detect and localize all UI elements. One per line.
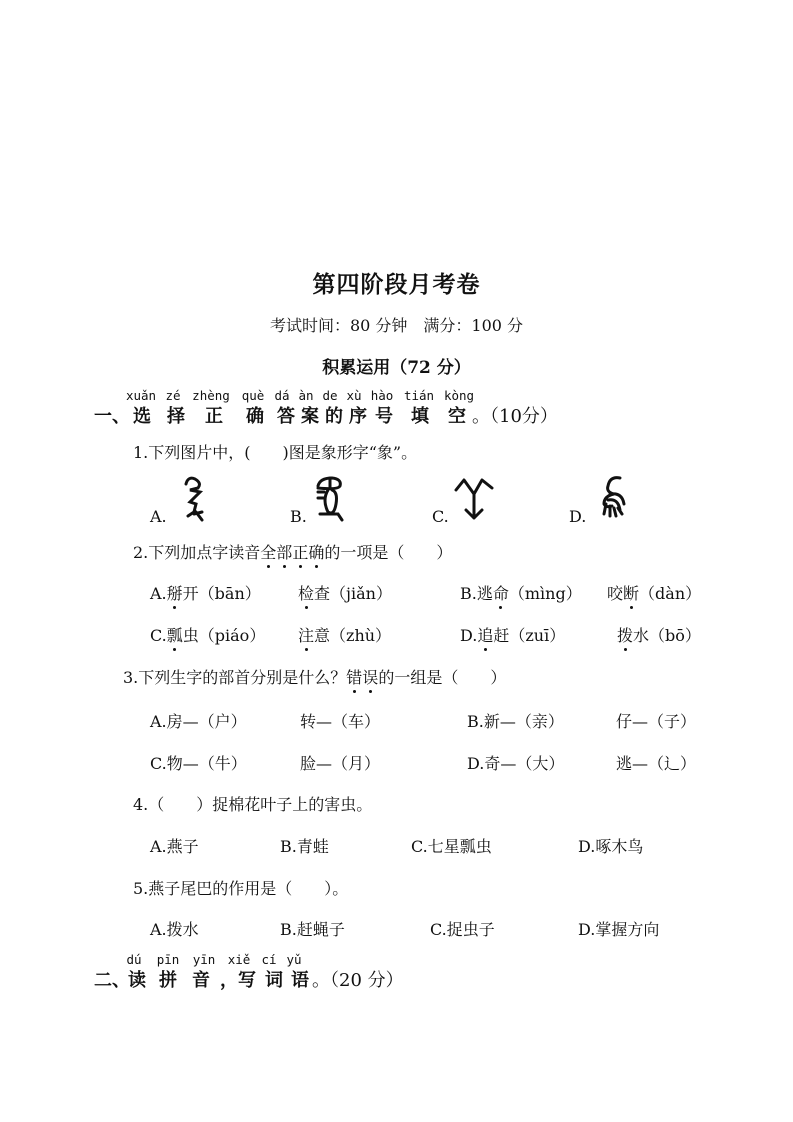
oracle-glyph-a-icon: [180, 474, 210, 522]
q1-option-d-label: D.: [569, 507, 587, 526]
q5-option-b: B.赶蝇子: [280, 920, 345, 939]
question-2: 2.下列加点字读音全部正确的一项是（ ）: [133, 540, 452, 563]
q4-option-b: B.青蛙: [280, 837, 329, 856]
section2-heading: 二、读 拼 音 ，写 词 语 。（20 分）: [94, 970, 404, 991]
q2-option-c2: 注意（zhù）: [298, 623, 391, 646]
q5-option-d: D.掌握方向: [578, 920, 660, 939]
section2-pinyin: dú pīn yīn xiě cí yǔ: [126, 952, 302, 967]
q1-option-c-label: C.: [432, 507, 449, 526]
q1-option-a-label: A.: [150, 507, 167, 526]
q4-option-d: D.啄木鸟: [578, 837, 644, 856]
q2-option-c1: C.瓢虫（piáo）: [150, 623, 265, 646]
q4-option-a: A.燕子: [150, 837, 199, 856]
part-title: 积累运用（72 分）: [322, 358, 471, 378]
q3-option-d2: 逃—（辶）: [616, 754, 697, 773]
section1-heading: 一、 选 择 正 确 答 案 的 序 号 填 空 。（10分）: [94, 406, 558, 427]
question-5: 5.燕子尾巴的作用是（ ）。: [133, 879, 349, 898]
q2-option-a2: 检查（jiǎn）: [298, 581, 392, 604]
q3-option-b1: B.新—（亲）: [467, 712, 564, 731]
question-3: 3.下列生字的部首分别是什么？错误的一组是（ ）: [123, 665, 506, 688]
section1-pinyin: xuǎn zé zhèng què dá àn de xù hào tián kòng: [125, 388, 475, 403]
q5-option-a: A.拨水: [150, 920, 199, 939]
oracle-glyph-c-icon: [454, 476, 494, 522]
q3-option-c1: C.物—（牛）: [150, 754, 247, 773]
q2-option-d1: D.追赶（zuī）: [460, 623, 565, 646]
q3-option-b2: 仔—（子）: [616, 712, 697, 731]
oracle-glyph-d-icon: [598, 474, 628, 522]
q3-option-c2: 脸—（月）: [300, 754, 381, 773]
exam-info: 考试时间：80 分钟 满分：100 分: [269, 316, 524, 335]
oracle-glyph-b-icon: [314, 474, 346, 522]
q3-option-d1: D.奇—（大）: [467, 754, 565, 773]
q5-option-c: C.捉虫子: [430, 920, 495, 939]
q1-option-b-label: B.: [290, 507, 307, 526]
q2-option-b1: B.逃命（mìng）: [460, 581, 582, 604]
q3-option-a1: A.房—（户）: [150, 712, 247, 731]
q4-option-c: C.七星瓢虫: [411, 837, 492, 856]
q3-option-a2: 转—（车）: [300, 712, 381, 731]
question-1: 1.下列图片中，( )图是象形字“象”。: [133, 443, 418, 462]
exam-title: 第四阶段月考卷: [312, 271, 481, 298]
q2-option-a1: A.掰开（bān）: [150, 581, 261, 604]
question-4: 4.（ ）捉棉花叶子上的害虫。: [133, 795, 373, 814]
q2-option-d2: 拨水（bō）: [617, 623, 701, 646]
q2-option-b2: 咬断（dàn）: [607, 581, 701, 604]
